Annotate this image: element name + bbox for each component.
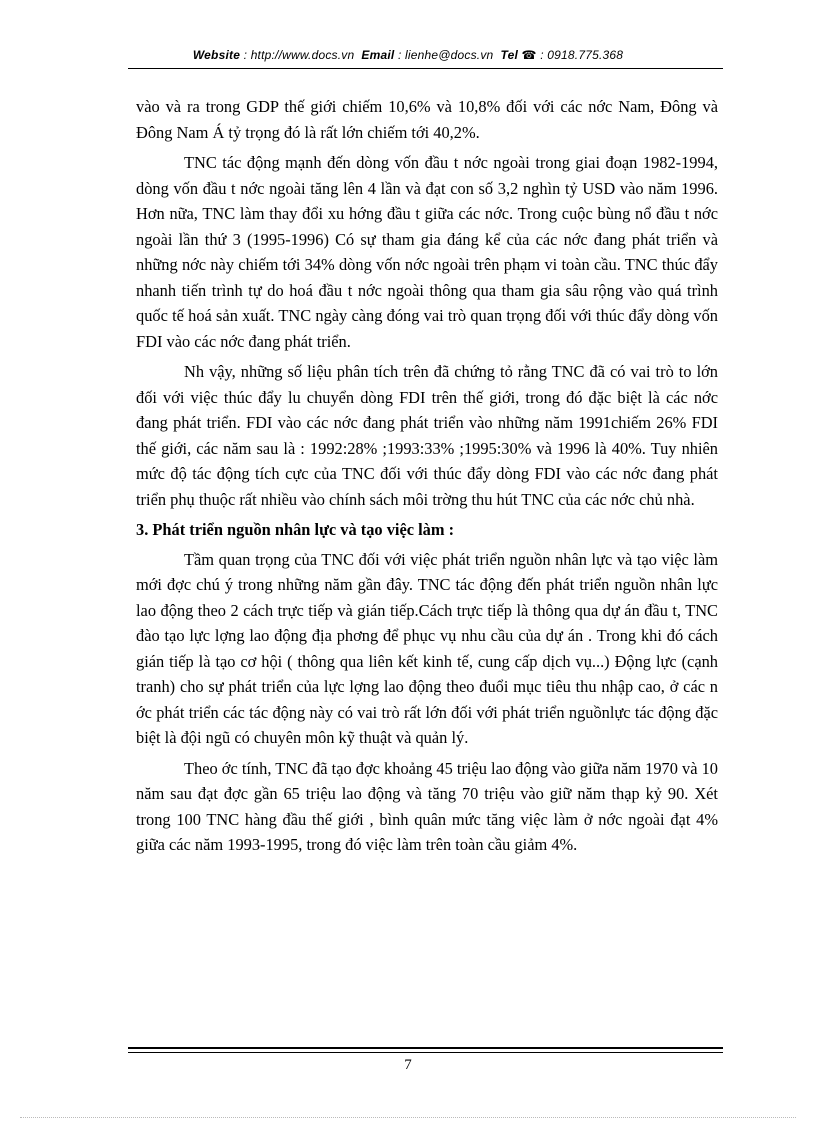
tel-label: Tel ☎ [500,48,537,62]
paragraph: Nh vậy, những số liệu phân tích trên đã chứng tỏ rằng TNC đã có vai trò to lớn đối với việc thúc đẩy lu chuyển dòng FDI trên thế giới, trong đó đặc biệt là các nớc đang phát triển. FDI vào các nớc đang phát triển vào những năm 1991chiếm 26% FDI thế giới, các năm sau là : 1992:28% ;1993:33% ;1995:30% và 1996 là 40%. Tuy nhiên mức độ tác động tích cực của TNC đối với thúc đẩy dòng FDI vào các nớc đang phát triển phụ thuộc rất nhiều vào chính sách môi trờng thu hút TNC của các nớc chủ nhà. [136,362,718,509]
document-body [136,94,718,863]
tel-value: 0918.775.368 [547,48,624,62]
page-number: 7 [404,1057,412,1073]
email-sep: : [394,48,406,62]
page-header [0,48,816,62]
website-sep: : [240,48,251,62]
section-heading: 3. Phát triển nguồn nhân lực và tạo việc làm : [136,520,455,539]
footer-divider-thin [128,1052,723,1053]
paragraph: vào và ra trong GDP thế giới chiếm 10,6% và 10,8% đối với các nớc Nam, Đông và Đông Nam Á tỷ trọng đó là rất lớn chiếm tới 40,2%. [136,97,718,142]
paragraph: Theo ớc tính, TNC đã tạo đợc khoảng 45 triệu lao động vào giữa năm 1970 và 10 năm sau đạt đợc gần 65 triệu lao động và tăng 70 triệu vào giữ năm thạp kỷ 90. Xét trong 100 TNC hàng đầu thế giới , bình quân mức tăng việc làm ở nớc ngoài đạt 4% giữa các năm 1993-1995, trong đó việc làm trên toàn cầu giảm 4%. [136,758,718,854]
email-link[interactable]: lienhe@docs.vn [405,48,494,62]
website-link[interactable]: http://www.docs.vn [250,48,355,62]
email-label: Email [361,48,395,62]
page-bottom-dotted-line [20,1117,796,1118]
tel-sep: : [536,48,548,62]
website-label: Website [192,48,241,62]
paragraph: TNC tác động mạnh đến dòng vốn đầu t nớc ngoài trong giai đoạn 1982-1994, dòng vốn đầu t nớc ngoài tăng lên 4 lần và đạt con số 3,2 nghìn tỷ USD vào năm 1996. Hơn nữa, TNC làm thay đổi xu hớng đầu t giữa các nớc. Trong cuộc bùng nổ đầu t nớc ngoài lần thứ 3 (1995-1996) Có sự tham gia đáng kể của các nớc đang phát triển và những nớc này chiếm tới 34% dòng vốn nớc ngoài trên phạm vi toàn cầu. TNC thúc đẩy nhanh tiến trình tự do hoá đầu t nớc ngoài thông qua tham gia sâu rộng vào quá trình quốc tế hoá sản xuất. TNC ngày càng đóng vai trò quan trọng đối với thúc đẩy dòng vốn FDI vào các nớc đang phát triển. [136,153,718,351]
footer-divider-thick [128,1047,723,1049]
header-divider [128,68,723,69]
paragraph: Tầm quan trọng của TNC đối với việc phát triển nguồn nhân lực và tạo việc làm mới đợc chú ý trong những năm gần đây. TNC tác động đến phát triển nguồn nhân lực lao động theo 2 cách trực tiếp và gián tiếp.Cách trực tiếp là thông qua dự án đầu t, TNC đào tạo lực lợng lao động địa phơng để phục vụ nhu cầu của dự án . Trong khi đó cách gián tiếp là tạo cơ hội ( thông qua liên kết kinh tế, cung cấp dịch vụ...) Động lực (cạnh tranh) cho sự phát triển của lực lợng lao động theo đuổi mục tiêu thu nhập cao, ở các n ớc phát triển các tác động này có vai trò rất lớn đối với phát triển nguồnlực tác động đặc biệt là đội ngũ có chuyên môn kỹ thuật và quản lý. [136,549,718,747]
